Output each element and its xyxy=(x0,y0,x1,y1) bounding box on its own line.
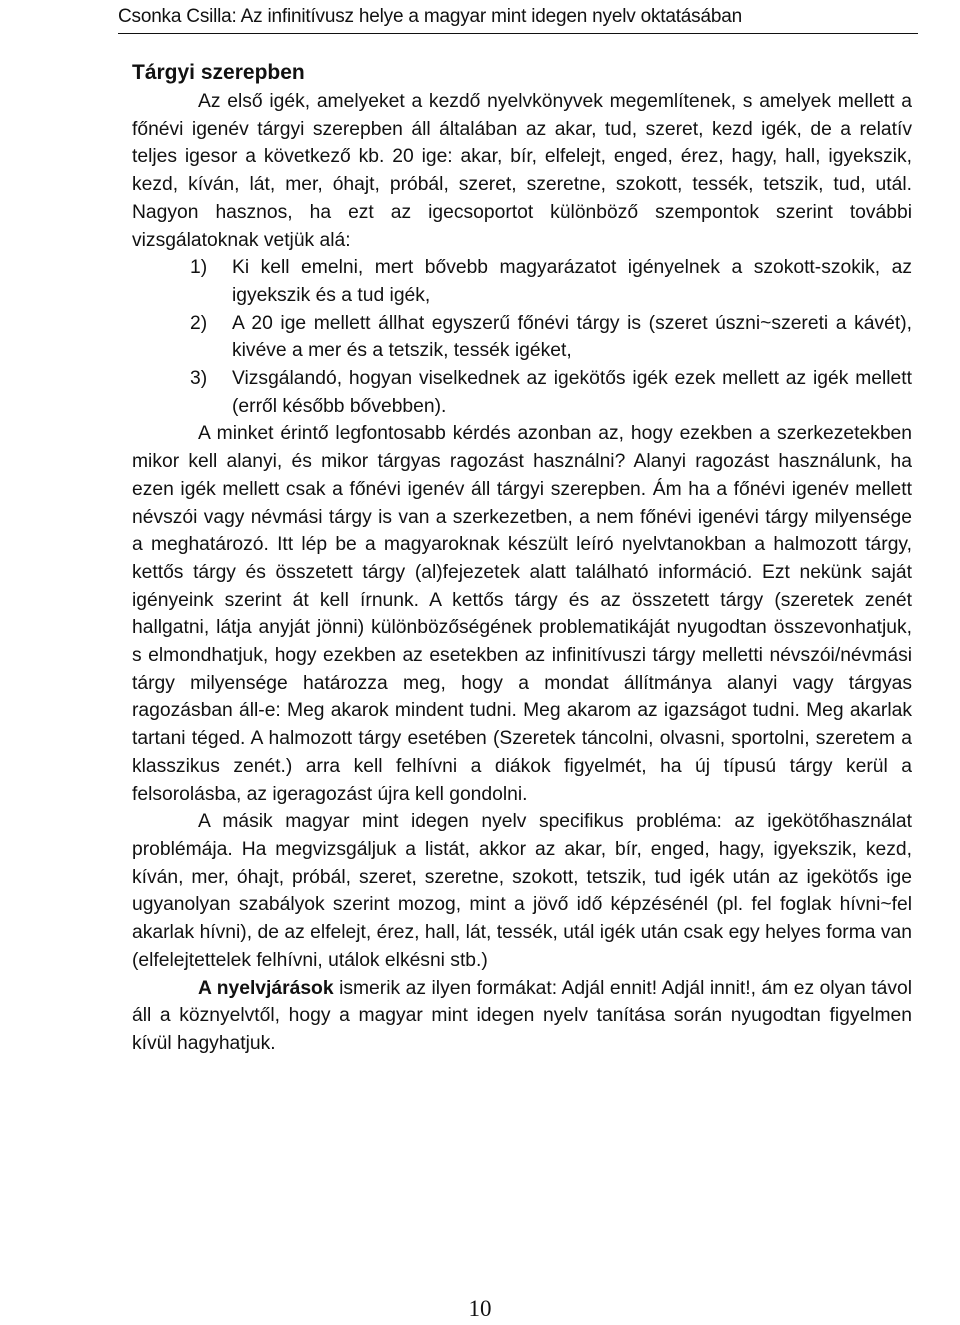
paragraph-dialects-text: ismerik az ilyen formákat: Adjál ennit! Adjál innit!, ám ez olyan távol áll a köznyelvtől, hogy a magyar mint idegen nyelv tanítása során nyugodtan figyelmen kívül hagyhatjuk. xyxy=(132,977,912,1054)
section-title: Tárgyi szerepben xyxy=(132,61,305,84)
list-text: Vizsgálandó, hogyan viselkednek az igekötős igék ezek mellett az igék mellett (erről később bővebben). xyxy=(232,368,912,417)
list-number: 2) xyxy=(190,312,208,334)
list-item-3 xyxy=(132,365,912,420)
paragraph-preverb: A másik magyar mint idegen nyelv specifikus probléma: az igekötőhasználat problémája. Ha megvizsgáljuk a listát, akkor az akar, bír, enged, hagy, igyekszik, kezd, kíván, mer, óhajt, próbál, szeret, szeretne, szokott, tetszik, tud igék után az igekötős ige ugyanolyan szabályok szerint mozog, mint a jövő idő képzésénél (pl. fel foglak hívni~fel akarlak hívni), de az elfelejt, érez, hall, lát, tessék, utál igék után csak egy helyes forma van (elfelejtettelek felhívni, utálok elkésni stb.) xyxy=(132,811,912,971)
header-rule xyxy=(118,33,918,34)
paragraph-dialects xyxy=(132,975,912,1058)
list-text: Ki kell emelni, mert bővebb magyarázatot igényelnek a szokott-szokik, az igyekszik és a tud igék, xyxy=(232,257,912,306)
bold-term: A nyelvjárások xyxy=(198,977,334,999)
list-item-1 xyxy=(132,254,912,309)
running-header: Csonka Csilla: Az infinitívusz helye a magyar mint idegen nyelv oktatásában xyxy=(118,6,742,27)
body-text xyxy=(132,88,912,1058)
page-number: 10 xyxy=(468,1296,492,1321)
list-item-2 xyxy=(132,310,912,365)
paragraph-conjugation: A minket érintő legfontosabb kérdés azonban az, hogy ezekben a szerkezetekben mikor kell alanyi, és mikor tárgyas ragozást használni? Alanyi ragozást használunk, ha ezen igék mellett csak a főnévi igenév áll tárgyi szerepben. Ám ha a főnévi igenév mellett névszói vagy névmási tárgy is van a szerkezetben, a nem főnévi igenévi tárgy milyensége a meghatározó. Itt lép be a magyaroknak készült leíró nyelvtanokban a halmozott tárgy, kettős tárgy és összetett tárgy (al)fejezetek alatt található információ. Ezt nekünk saját igényeink szerint át kell írnunk. A kettős tárgy és az összetett tárgy (szeretek zenét hallgatni, látja anyját jönni) különbözőségének problematikáját nyugodtan összevonhatjuk, s elmondhatjuk, hogy ezekben az esetekben az infinitívuszi tárgy melletti névszói/névmási tárgy milyensége határozza meg, hogy a mondat állítmánya alanyi vagy tárgyas ragozásban áll-e: Meg akarok mindent tudni. Meg akarom az igazságot tudni. Meg akarlak tartani téged. A halmozott tárgy esetében (Szeretek táncolni, olvasni, sportolni, szeretem a klasszikus zenét.) arra kell felhívni a diákok figyelmét, ha új típusú tárgy kerül a felsorolásba, az igeragozást újra kell gondolni. xyxy=(132,423,912,805)
list-number: 1) xyxy=(190,257,208,279)
list-number: 3) xyxy=(190,368,208,390)
paragraph-intro: Az első igék, amelyeket a kezdő nyelvkönyvek megemlítenek, s amelyek mellett a főnévi igenév tárgyi szerepben áll általában az akar, tud, szeret, kezd igék, de a relatív teljes igesor a következő kb. 20 ige: akar, bír, elfelejt, enged, érez, hagy, hall, igyekszik, kezd, kíván, lát, mer, óhajt, próbál, szeret, szeretne, szokott, tessék, tetszik, tud, utál. Nagyon hasznos, ha ezt az igecsoportot különböző szempontok szerint további vizsgálatoknak vetjük alá: xyxy=(132,91,912,251)
list-text: A 20 ige mellett állhat egyszerű főnévi tárgy is (szeret úszni~szereti a kávét), kivéve a mer és a tetszik, tessék igéket, xyxy=(232,312,912,362)
